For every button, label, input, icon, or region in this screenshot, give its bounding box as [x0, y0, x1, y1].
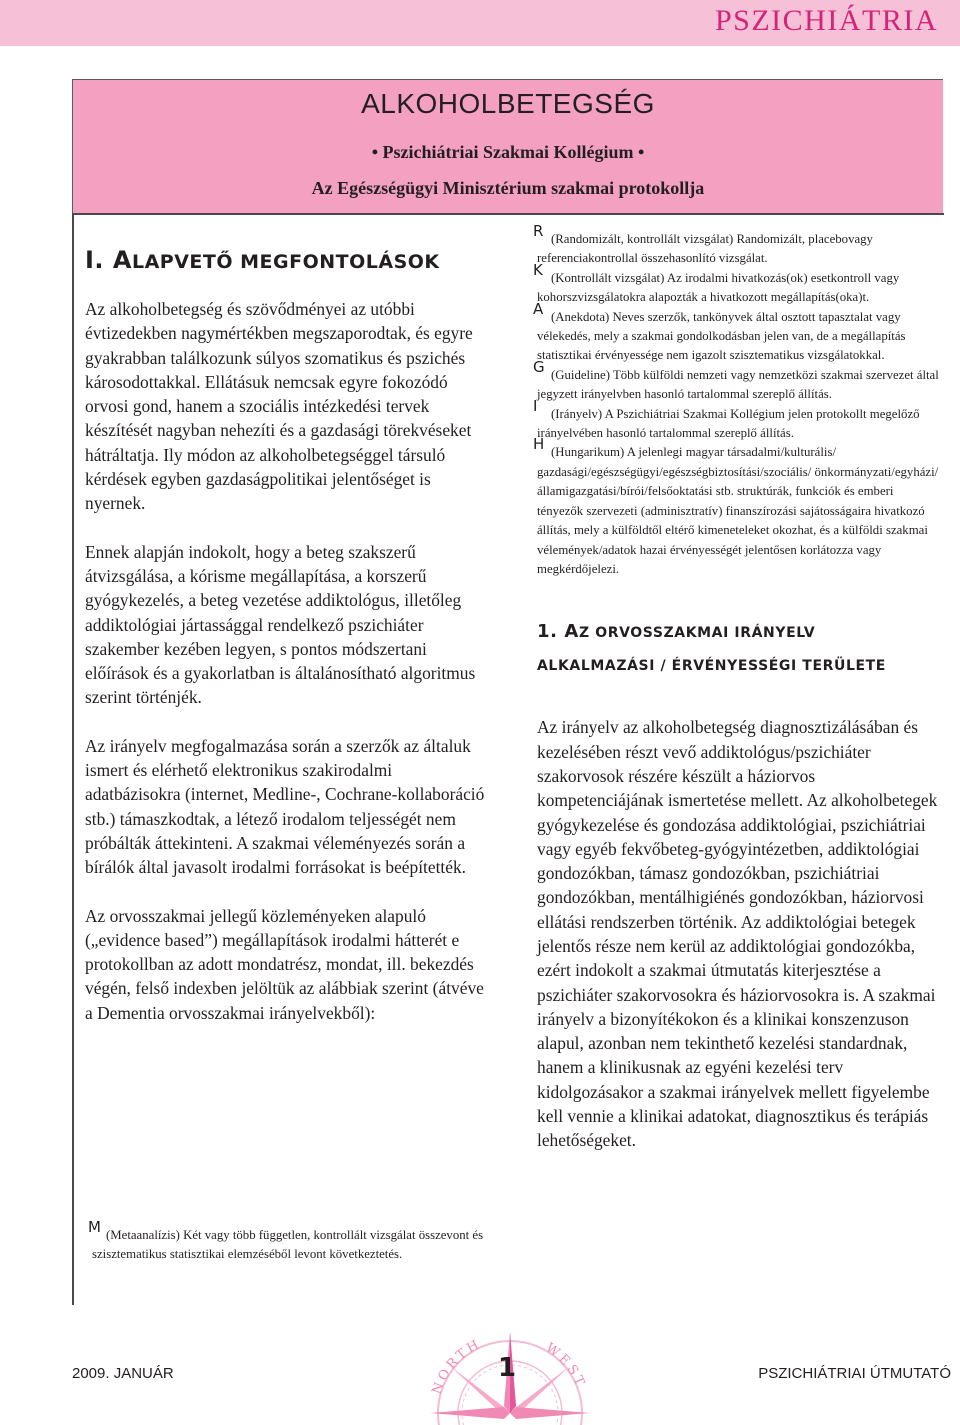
section-heading-scope: [537, 616, 942, 682]
paragraph: Ennek alapján indokolt, hogy a beteg szakszerű átvizsgálása, a kórisme megállapítása, a korszerű gyógykezelés, a beteg vezetése addiktológus, illetőleg addiktológiai jártassággal rendelkező pszichiáter szakember kezében legyen, s pontos módszertani előírások és a gyakorlatban is általánosítható algoritmus szerint történjék.: [85, 541, 476, 708]
evidence-text: (Irányelv) A Pszichiátriai Szakmai Kollégium jelen protokollt megelőző irányelvében hasonló tartalommal szereplő állítás.: [537, 406, 920, 441]
section-heading-fundamentals: [85, 246, 490, 274]
frame-rule-vertical: [72, 213, 74, 1305]
evidence-letter: I: [533, 396, 538, 415]
compass-label-north: NORTH: [429, 1336, 485, 1397]
evidence-note: [533, 299, 942, 366]
compass-label-west: WEST: [542, 1340, 589, 1391]
heading-line-2: ALKALMAZÁSI / ÉRVÉNYESSÉGI TERÜLETE: [537, 658, 886, 675]
evidence-note: [533, 435, 942, 579]
document-title: ALKOHOLBETEGSÉG: [361, 88, 655, 119]
heading-rest: LAPVETŐ MEGFONTOLÁSOK: [131, 251, 440, 273]
evidence-text: (Randomizált, kontrollált vizsgálat) Randomizált, placebovagy referenciakontrollal összehasonlító vizsgálat.: [537, 232, 873, 266]
footer-publication: PSZICHIÁTRIAI ÚTMUTATÓ: [758, 1365, 951, 1382]
section-title: PSZICHIÁTRIA: [714, 4, 938, 37]
title-box: [72, 79, 943, 214]
heading-prefix: I. A: [85, 246, 132, 274]
protocol-subtitle: Az Egészségügyi Minisztérium szakmai protokollja: [311, 178, 705, 198]
paragraph: Az alkoholbetegség és szövődményei az utóbbi évtizedekben nagymértékben megszaporodtak, és egyre gyakrabban találkozunk súlyos szomatikus és pszichés károsodottakkal. Ellátásuk nemcsak egyre fokozódó orvosi gond, hanem a szociális intézkedési tervek készítését nagyban nehezíti és a gazdasági törekvéseket hátráltatja. Ily módon az alkoholbetegséggel társuló kérdések egyben gazdaságpolitikai jelentőséget is nyernek.: [85, 299, 473, 514]
evidence-note: [533, 260, 942, 308]
evidence-letter: K: [533, 260, 543, 279]
evidence-letter: H: [533, 435, 545, 454]
college-subtitle: • Pszichiátriai Szakmai Kollégium •: [371, 142, 645, 162]
paragraph: Az orvosszakmai jellegű közleményeken alapuló („evidence based”) megállapítások irodalmi hátterét e protokollban az adott mondatrész, mondat, ill. bekezdés végén, felső indexben jelöltük az alábbiak szerint (átvéve a Dementia orvosszakmai irányelvekből):: [85, 905, 484, 1023]
evidence-text: (Kontrollált vizsgálat) Az irodalmi hivatkozás(ok) esetkontroll vagy kohorszvizsgálatokra alapozták a hivatkozott megállapítás(oka)t.: [537, 270, 900, 305]
heading-prefix: 1. A: [537, 621, 579, 643]
evidence-note: [533, 357, 942, 405]
paragraph: Az irányelv az alkoholbetegség diagnosztizálásában és kezelésében részt vevő addiktológus/pszichiáter szakorvosok részére készült a háziorvos kompetenciájának ismertetése mellett. Az alkoholbetegek gyógykezelése és gondozása addiktológiai, pszichiátriai vagy egyéb fekvőbeteg-gyógyintézetben, addiktológiai gondozókban, támasz gondozókban, pszichiátriai gondozókban, mentálhigiénés gondozókban, háziorvosi ellátási rendszerben történik. Az addiktológiai betegek jelentős része nem kerül az addiktológiai gondozókba, ezért indokolt a szakmai útmutatás kiterjesztése a pszichiáter szakorvosokra és háziorvosokra is. A szakmai irányelv a bizonyítékokon és a klinikai konszenzuson alapul, azonban nem tekinthető kezelési standardnak, hanem a klinikusnak az egyéni kezelési terv kidolgozásakor a szakmai irányelvek mellett figyelembe kell vennie a klinikai adatokat, diagnosztikus és terápiás lehetőségeket.: [537, 717, 938, 1151]
evidence-letter: A: [533, 299, 544, 318]
evidence-text: (Hungarikum) A jelenlegi magyar társadalmi/kulturális/ gazdasági/egészségügyi/egészségbiztosítási/szociális/ önkormányzati/egyházi/államigazgatási/bírói/felsőoktatási stb. struktúrák, funkciók és emberi tényezők szervezeti (adminisztratív) finanszírozási sajátosságaira hivatkozó állítás, mely a külföldtől eltérő kimeneteleket okozhat, és a külföldi szakmai vélemények/adatok hazai érvényességét jelentősen korlátozza vagy megkérdőjelezi.: [537, 445, 939, 576]
frame-rule-horizontal: [72, 213, 944, 215]
evidence-note-metaanalysis: [88, 1218, 492, 1265]
evidence-letter: M: [88, 1218, 101, 1236]
paragraph: Az irányelv megfogalmazása során a szerzők az általuk ismert és elérhető elektronikus szakirodalmi adatbázisokra (internet, Medline-, Cochrane-kollaboráció stb.) támaszkodtak, a létező irodalom teljességét nem próbálták áttekinteni. A szakmai véleményezés során a bírálók által javasolt irodalmi forrásokat is beépítették.: [85, 735, 485, 878]
evidence-note: [88, 1218, 492, 1265]
heading-rest: Z ORVOSSZAKMAI IRÁNYELV: [578, 625, 816, 642]
evidence-text: (Guideline) Több külföldi nemzeti vagy nemzetközi szakmai szervezet által jegyzett irányelvben hasonló tartalommal szereplő állítás.: [537, 367, 939, 402]
evidence-text: (Anekdota) Neves szerzők, tankönyvek által osztott tapasztalat vagy vélekedés, mely a szakmai gondolkodásban jelen van, de a megállapítás statisztikai érvényessége nem igazolt szisztematikus vizsgálatokkal.: [537, 309, 906, 363]
left-column: [85, 246, 490, 1049]
right-column: [533, 222, 942, 1153]
evidence-text: (Metaanalízis) Két vagy több független, kontrollált vizsgálat összevont és szisztematikus statisztikai elemzéséből levont következtetés.: [92, 1228, 484, 1262]
evidence-note: [533, 222, 942, 269]
page-number: 1: [498, 1353, 517, 1383]
evidence-letter: R: [533, 222, 544, 240]
top-banner: [0, 0, 960, 46]
evidence-note: [533, 396, 942, 444]
footer-date: 2009. JANUÁR: [72, 1365, 174, 1382]
evidence-letter: G: [533, 357, 545, 376]
